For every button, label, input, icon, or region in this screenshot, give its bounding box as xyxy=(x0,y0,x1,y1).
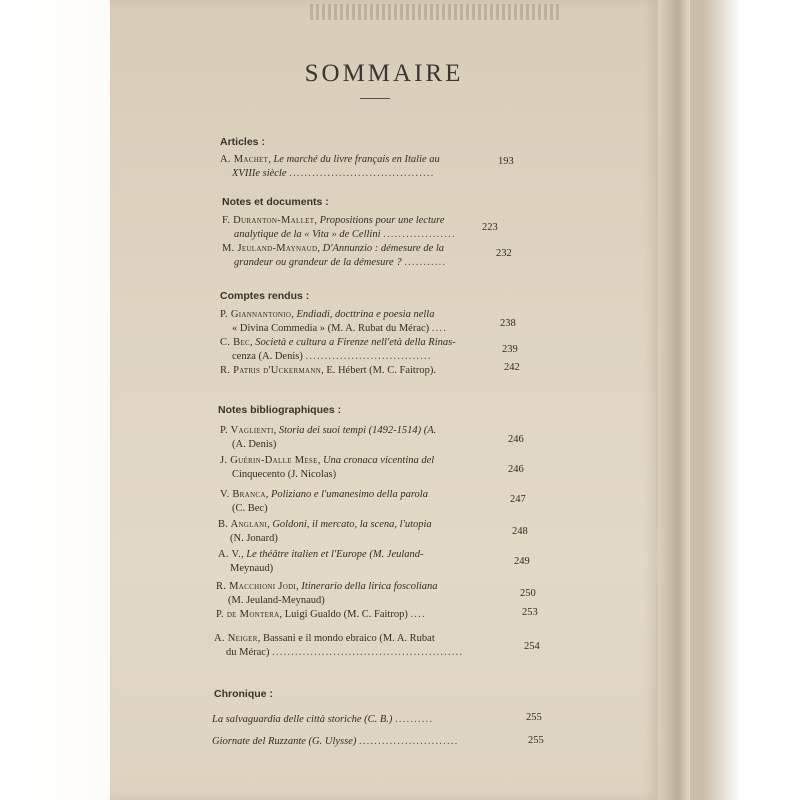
entry-author: A. V. xyxy=(218,549,241,560)
entry-title-cont: (C. Bec) xyxy=(232,503,268,514)
entry-title-cont: « Divina Commedia » (M. A. Rubat du Mérac) xyxy=(232,323,430,334)
entry-title-cont: (A. Denis) xyxy=(232,439,277,450)
entry-page: 254 xyxy=(524,641,540,652)
toc-entry: Giornate del Ruzzante (G. Ulysse) .......................... xyxy=(212,736,459,747)
entry-title: , Una cronaca vicentina del xyxy=(317,455,435,466)
entry-title: Giornate del Ruzzante (G. Ulysse) xyxy=(212,736,357,747)
toc-entry: P. Giannantonio, Endiadi, docttrina e poesia nella « Divina Commedia » (M. A. Rubat du Mérac) .... xyxy=(220,309,448,334)
entry-title-cont: cenza (A. Denis) xyxy=(232,351,303,362)
entry-title: , Le théâtre italien et l'Europe (M. Jeuland- xyxy=(241,549,424,560)
book-page xyxy=(110,0,658,800)
section-comptes-rendus: Comptes rendus : xyxy=(220,290,310,302)
section-notes-documents: Notes et documents : xyxy=(222,196,329,208)
entry-title: , Bassani e il mondo ebraico (M. A. Rubat xyxy=(257,633,435,644)
toc-entry: F. Duranton-Mallet, Propositions pour une lecture analytique de la « Vita » de Cellini ................... xyxy=(222,215,456,240)
entry-author: B. Anglani xyxy=(218,519,268,530)
entry-author: R. Macchioni Jodi xyxy=(216,581,297,592)
entry-author: F. Duranton-Mallet xyxy=(222,215,315,226)
entry-title: , Luigi Gualdo (M. C. Faitrop) xyxy=(279,609,408,620)
entry-title-cont: Meynaud) xyxy=(230,563,274,574)
toc-entry xyxy=(218,518,432,546)
background-left xyxy=(0,0,110,800)
toc-entry xyxy=(216,580,438,608)
entry-title: , E. Hébert (M. C. Faitrop). xyxy=(321,365,436,376)
entry-title-cont: grandeur ou grandeur de la démesure ? xyxy=(234,257,402,268)
entry-page: 239 xyxy=(502,344,518,355)
entry-page: 246 xyxy=(508,434,524,445)
toc-entry: C. Bec, Società e cultura a Firenze nell'età della Rinas- cenza (A. Denis) ................................. xyxy=(220,337,456,362)
entry-page: 242 xyxy=(504,362,520,373)
entry-title-cont: du Mérac) xyxy=(226,647,270,658)
entry-title: La salvaguardia delle città storiche (C. B.) xyxy=(212,714,393,725)
toc-entry: A. Neiger, Bassani e il mondo ebraico (M. A. Rubat du Mérac) .................................................. xyxy=(214,633,464,658)
entry-page: 232 xyxy=(496,248,512,259)
entry-page: 255 xyxy=(528,735,544,746)
page-title: SOMMAIRE xyxy=(304,60,464,87)
toc-entry xyxy=(218,548,424,576)
entry-author: R. Patris d'Uckermann xyxy=(220,365,322,376)
entry-page: 255 xyxy=(526,712,542,723)
entry-author: A. Machet xyxy=(220,154,269,165)
entry-title: , Poliziano e l'umanesimo della parola xyxy=(265,489,428,500)
toc-entry xyxy=(220,454,434,482)
title-divider xyxy=(360,98,390,99)
entry-author: A. Neiger xyxy=(214,633,258,644)
bleed-through-text xyxy=(310,4,560,20)
entry-title: , Propositions pour une lecture xyxy=(314,215,445,226)
entry-author: M. Jeuland-Maynaud xyxy=(222,243,318,254)
entry-page: 247 xyxy=(510,494,526,505)
entry-author: P. Giannantonio xyxy=(220,309,292,320)
entry-title: , D'Annunzio : démesure de la xyxy=(317,243,445,254)
entry-author: P. de Montera xyxy=(216,609,280,620)
section-notes-bibliographiques: Notes bibliographiques : xyxy=(218,404,342,416)
entry-author: C. Bec xyxy=(220,337,251,348)
entry-page: 248 xyxy=(512,526,528,537)
entry-title: , Storia dei suoi tempi (1492-1514) (A. xyxy=(273,425,437,436)
entry-page: 238 xyxy=(500,318,516,329)
entry-title-cont: (M. Jeuland-Meynaud) xyxy=(228,595,325,606)
toc-entry: A. Machet, Le marché du livre français en Italie au XVIIIe siècle ...................................... xyxy=(220,154,440,179)
entry-title-cont: analytique de la « Vita » de Cellini xyxy=(234,229,381,240)
entry-title: , Società e cultura a Firenze nell'età della Rinas- xyxy=(250,337,456,348)
entry-author: V. Branca xyxy=(220,489,266,500)
section-articles: Articles : xyxy=(220,136,265,148)
toc-entry: La salvaguardia delle città storiche (C. B.) .......... xyxy=(212,714,434,725)
entry-page: 223 xyxy=(482,222,498,233)
toc-entry xyxy=(220,424,436,452)
toc-entry: M. Jeuland-Maynaud, D'Annunzio : démesure de la grandeur ou grandeur de la démesure ? ........... xyxy=(222,243,447,268)
entry-page: 249 xyxy=(514,556,530,567)
entry-title: , Le marché du livre français en Italie au xyxy=(268,154,440,165)
toc-entry: P. de Montera, Luigi Gualdo (M. C. Faitrop) .... xyxy=(216,609,426,620)
entry-title: , Itinerario della lirica foscoliana xyxy=(296,581,438,592)
entry-page: 193 xyxy=(498,156,514,167)
entry-title-cont: Cinquecento (J. Nicolas) xyxy=(232,469,337,480)
toc-entry xyxy=(220,488,428,516)
entry-page: 253 xyxy=(522,607,538,618)
entry-title-cont: (N. Jonard) xyxy=(230,533,278,544)
toc-entry xyxy=(220,364,436,378)
entry-page: 250 xyxy=(520,588,536,599)
entry-title: , Endiadi, docttrina e poesia nella xyxy=(291,309,435,320)
entry-author: J. Guérin-Dalle Mese xyxy=(220,455,318,466)
entry-title-cont: XVIIIe siècle xyxy=(232,168,287,179)
entry-page: 246 xyxy=(508,464,524,475)
section-chronique: Chronique : xyxy=(214,688,273,700)
entry-author: P. Vaglienti xyxy=(220,425,274,436)
entry-title: , Goldoni, il mercato, la scena, l'utopia xyxy=(267,519,432,530)
